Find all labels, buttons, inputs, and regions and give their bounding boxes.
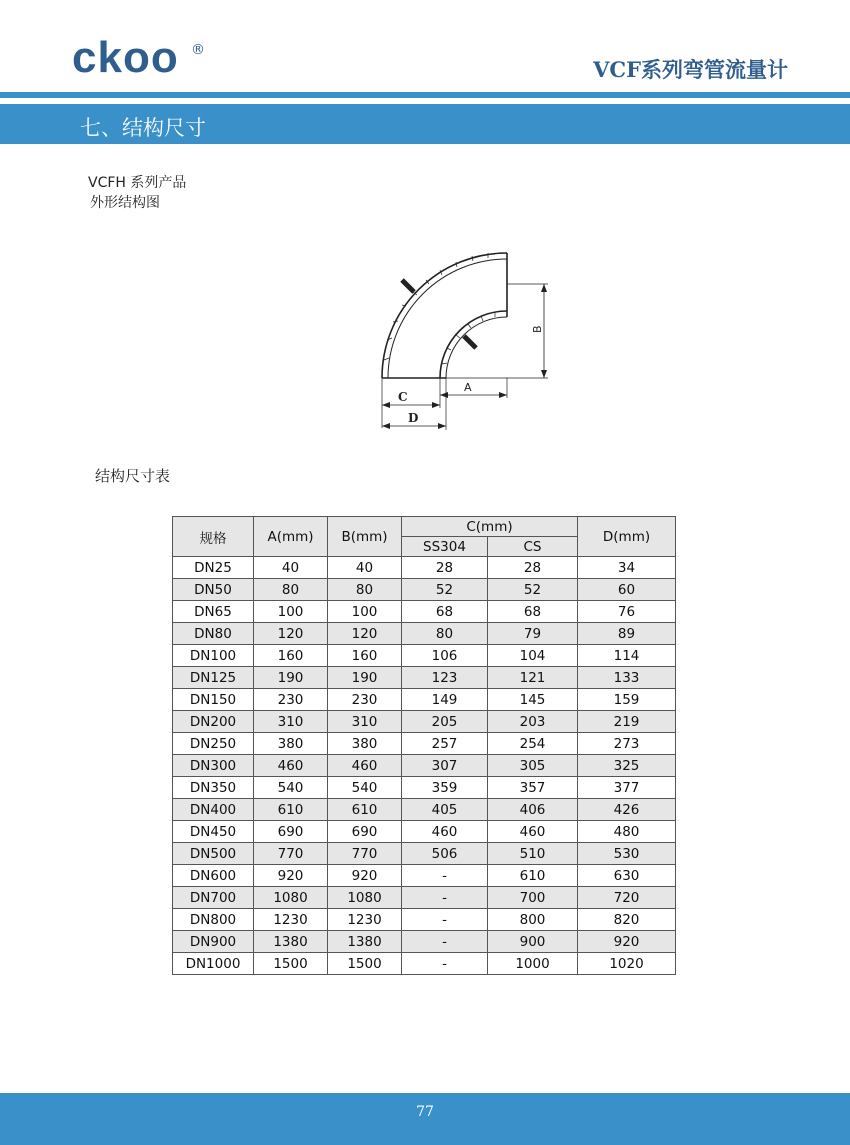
series-line: VCFH 系列产品 (88, 175, 187, 191)
cell-a: 380 (254, 733, 328, 755)
cell-b: 1500 (328, 953, 402, 975)
cell-c-cs: 104 (488, 645, 578, 667)
table-row (173, 623, 676, 645)
cell-c-cs: 406 (488, 799, 578, 821)
cell-a: 610 (254, 799, 328, 821)
cell-a: 540 (254, 777, 328, 799)
cell-spec: DN800 (173, 909, 254, 931)
cell-d: 219 (578, 711, 676, 733)
cell-spec: DN900 (173, 931, 254, 953)
cell-c-ss304: - (402, 909, 488, 931)
header-c-cs: CS (488, 537, 578, 557)
cell-c-cs: 800 (488, 909, 578, 931)
cell-c-ss304: 506 (402, 843, 488, 865)
cell-c-ss304: 68 (402, 601, 488, 623)
cell-c-cs: 305 (488, 755, 578, 777)
cell-a: 190 (254, 667, 328, 689)
cell-a: 40 (254, 557, 328, 579)
label-a: A (464, 381, 472, 394)
cell-b: 690 (328, 821, 402, 843)
cell-spec: DN600 (173, 865, 254, 887)
cell-c-cs: 68 (488, 601, 578, 623)
cell-spec: DN80 (173, 623, 254, 645)
cell-a: 1380 (254, 931, 328, 953)
cell-spec: DN25 (173, 557, 254, 579)
cell-d: 159 (578, 689, 676, 711)
elbow-outer-wall (382, 253, 507, 378)
table-body (173, 557, 676, 975)
drawing-title: 外形结构图 (90, 195, 160, 211)
cell-spec: DN350 (173, 777, 254, 799)
table-row (173, 909, 676, 931)
cell-c-cs: 900 (488, 931, 578, 953)
cell-a: 920 (254, 865, 328, 887)
cell-c-cs: 357 (488, 777, 578, 799)
cell-b: 1380 (328, 931, 402, 953)
cell-spec: DN700 (173, 887, 254, 909)
cell-c-cs: 254 (488, 733, 578, 755)
table-row (173, 931, 676, 953)
cell-b: 1230 (328, 909, 402, 931)
cell-c-ss304: - (402, 953, 488, 975)
cell-b: 80 (328, 579, 402, 601)
table-row (173, 733, 676, 755)
cell-a: 120 (254, 623, 328, 645)
cell-b: 770 (328, 843, 402, 865)
table-title: 结构尺寸表 (95, 467, 171, 485)
cell-d: 426 (578, 799, 676, 821)
table-row (173, 953, 676, 975)
cell-a: 1500 (254, 953, 328, 975)
table-row (173, 579, 676, 601)
table-row (173, 711, 676, 733)
cell-c-ss304: - (402, 865, 488, 887)
cell-c-cs: 460 (488, 821, 578, 843)
table-row (173, 557, 676, 579)
table-row (173, 821, 676, 843)
header-d: D(mm) (578, 517, 676, 557)
table-row (173, 799, 676, 821)
header-c-ss304: SS304 (402, 537, 488, 557)
elbow-structure-diagram (360, 240, 570, 450)
brand-logo: ckoo (72, 33, 179, 82)
section-title: 七、结构尺寸 (80, 116, 206, 140)
cell-spec: DN65 (173, 601, 254, 623)
cell-spec: DN300 (173, 755, 254, 777)
cell-c-cs: 610 (488, 865, 578, 887)
table-row (173, 689, 676, 711)
cell-d: 89 (578, 623, 676, 645)
cell-c-ss304: - (402, 931, 488, 953)
cell-b: 920 (328, 865, 402, 887)
cell-c-cs: 79 (488, 623, 578, 645)
table-row (173, 777, 676, 799)
cell-c-ss304: - (402, 887, 488, 909)
cell-a: 310 (254, 711, 328, 733)
cell-c-cs: 121 (488, 667, 578, 689)
cell-b: 120 (328, 623, 402, 645)
label-d: D (408, 411, 419, 425)
header-b: B(mm) (328, 517, 402, 557)
cell-a: 1080 (254, 887, 328, 909)
table-row (173, 843, 676, 865)
cell-spec: DN150 (173, 689, 254, 711)
cell-b: 40 (328, 557, 402, 579)
table-row (173, 601, 676, 623)
header-a: A(mm) (254, 517, 328, 557)
cell-d: 820 (578, 909, 676, 931)
cell-d: 377 (578, 777, 676, 799)
label-b: B (531, 325, 544, 333)
cell-c-ss304: 80 (402, 623, 488, 645)
cell-c-cs: 203 (488, 711, 578, 733)
cell-spec: DN450 (173, 821, 254, 843)
table-row (173, 865, 676, 887)
cell-c-ss304: 106 (402, 645, 488, 667)
cell-c-ss304: 28 (402, 557, 488, 579)
cell-c-ss304: 359 (402, 777, 488, 799)
cell-d: 325 (578, 755, 676, 777)
label-c: C (398, 390, 408, 404)
cell-spec: DN200 (173, 711, 254, 733)
cell-spec: DN50 (173, 579, 254, 601)
cell-d: 114 (578, 645, 676, 667)
cell-d: 133 (578, 667, 676, 689)
cell-c-ss304: 149 (402, 689, 488, 711)
cell-b: 100 (328, 601, 402, 623)
cell-a: 1230 (254, 909, 328, 931)
cell-b: 1080 (328, 887, 402, 909)
cell-d: 530 (578, 843, 676, 865)
cell-b: 380 (328, 733, 402, 755)
cell-c-cs: 145 (488, 689, 578, 711)
dimension-table (172, 516, 676, 975)
cell-c-ss304: 257 (402, 733, 488, 755)
cell-a: 770 (254, 843, 328, 865)
cell-d: 720 (578, 887, 676, 909)
table-row (173, 887, 676, 909)
cell-b: 160 (328, 645, 402, 667)
cell-c-ss304: 123 (402, 667, 488, 689)
cell-a: 230 (254, 689, 328, 711)
cell-d: 76 (578, 601, 676, 623)
cell-spec: DN400 (173, 799, 254, 821)
cell-b: 190 (328, 667, 402, 689)
cell-c-ss304: 405 (402, 799, 488, 821)
cell-spec: DN1000 (173, 953, 254, 975)
cell-a: 460 (254, 755, 328, 777)
table-row (173, 755, 676, 777)
cell-d: 1020 (578, 953, 676, 975)
cell-d: 34 (578, 557, 676, 579)
cell-c-ss304: 460 (402, 821, 488, 843)
registered-trademark: ® (191, 42, 205, 58)
cell-spec: DN250 (173, 733, 254, 755)
document-title: VCF系列弯管流量计 (593, 57, 788, 82)
table-row (173, 645, 676, 667)
inner-tap-port (464, 336, 476, 348)
cell-c-cs: 700 (488, 887, 578, 909)
cell-c-cs: 28 (488, 557, 578, 579)
cell-b: 310 (328, 711, 402, 733)
table-row (173, 667, 676, 689)
cell-c-ss304: 307 (402, 755, 488, 777)
header-spec: 规格 (173, 517, 254, 557)
cell-b: 230 (328, 689, 402, 711)
cell-c-cs: 52 (488, 579, 578, 601)
cell-a: 160 (254, 645, 328, 667)
cell-a: 80 (254, 579, 328, 601)
cell-spec: DN125 (173, 667, 254, 689)
cell-d: 273 (578, 733, 676, 755)
cell-c-ss304: 205 (402, 711, 488, 733)
cell-b: 540 (328, 777, 402, 799)
cell-a: 100 (254, 601, 328, 623)
cell-d: 60 (578, 579, 676, 601)
outer-tap-port (402, 280, 414, 292)
cell-a: 690 (254, 821, 328, 843)
cell-b: 460 (328, 755, 402, 777)
cell-b: 610 (328, 799, 402, 821)
header-c-group: C(mm) (402, 517, 578, 537)
cell-c-cs: 1000 (488, 953, 578, 975)
header-rule (0, 92, 850, 98)
cell-d: 920 (578, 931, 676, 953)
page-number: 77 (416, 1104, 434, 1120)
cell-c-ss304: 52 (402, 579, 488, 601)
cell-spec: DN100 (173, 645, 254, 667)
cell-d: 480 (578, 821, 676, 843)
cell-d: 630 (578, 865, 676, 887)
cell-c-cs: 510 (488, 843, 578, 865)
cell-spec: DN500 (173, 843, 254, 865)
